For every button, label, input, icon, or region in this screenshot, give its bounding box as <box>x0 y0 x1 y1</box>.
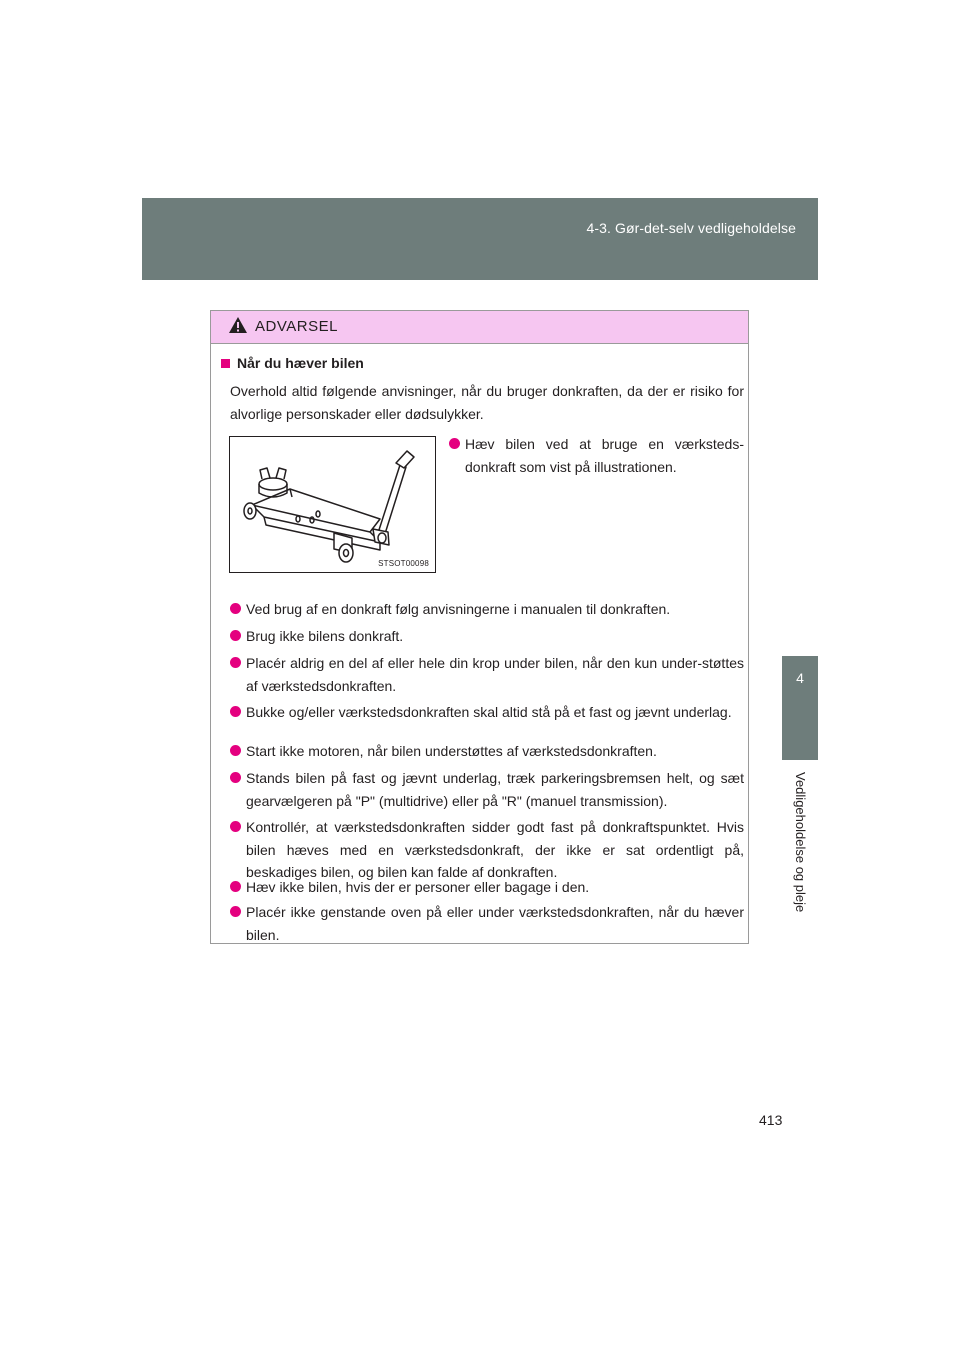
bullet-text: Bukke og/eller værkstedsdonkraften skal altid stå på et fast og jævnt underlag. <box>246 704 732 720</box>
warning-header <box>211 311 748 344</box>
bullet-text: Stands bilen på fast og jævnt underlag, træk parkeringsbremsen helt, og sæt gearvælgeren på "P" (multidrive) eller på "R" (manuel transmission). <box>246 770 744 809</box>
bullet-item <box>230 876 744 899</box>
bullet-text: Ved brug af en donkraft følg anvisningerne i manualen til donkraften. <box>246 601 671 617</box>
bullet-dot-icon <box>230 630 241 641</box>
section-header-title: 4-3. Gør-det-selv vedligeholdelse <box>586 220 796 236</box>
bullet-dot-icon <box>449 438 460 449</box>
bullet-item <box>230 740 744 763</box>
bullet-item <box>230 901 744 946</box>
warning-intro: Overhold altid følgende anvisninger, når du bruger donkraften, da der er risiko for alvorlige personskader eller dødsulykker. <box>230 383 744 422</box>
bullet-dot-icon <box>230 881 241 892</box>
bullet-dot-icon <box>230 657 241 668</box>
warning-box <box>210 310 749 944</box>
bullet-item <box>230 652 744 697</box>
bullet-item <box>230 767 744 812</box>
bullet-item <box>230 701 744 724</box>
bullet-item <box>230 598 744 621</box>
bullet-text: Brug ikke bilens donkraft. <box>246 628 404 644</box>
bullet-dot-icon <box>230 821 241 832</box>
bullet-text: Placér aldrig en del af eller hele din krop under bilen, når den kun under-støttes af værkstedsdonkraften. <box>246 655 744 694</box>
warning-title: ADVARSEL <box>255 318 338 335</box>
chapter-tab <box>782 656 818 760</box>
bullet-dot-icon <box>230 745 241 756</box>
floor-jack-drawing <box>230 437 435 572</box>
chapter-number: 4 <box>796 670 804 686</box>
bullet-text: Hæv bilen ved at bruge en værksteds-donkraft som vist på illustrationen. <box>465 436 744 475</box>
chapter-side-label: Vedligeholdelse og pleje <box>793 772 808 913</box>
header-band <box>142 198 818 280</box>
warning-triangle-icon <box>228 316 248 334</box>
bullet-dot-icon <box>230 603 241 614</box>
floor-jack-illustration <box>229 436 436 573</box>
warning-section-heading <box>221 355 364 371</box>
page-number: 413 <box>759 1112 783 1128</box>
bullet-beside-image <box>449 433 744 478</box>
bullet-text: Placér ikke genstande oven på eller under værkstedsdonkraften, når du hæver bilen. <box>246 904 744 943</box>
bullet-dot-icon <box>230 706 241 717</box>
bullet-item <box>230 816 744 884</box>
bullet-dot-icon <box>230 906 241 917</box>
bullet-text: Kontrollér, at værkstedsdonkraften sidder godt fast på donkraftspunktet. Hvis bilen hæves med en værkstedsdonkraft, der ikke er sat ordentligt på, beskadiges bilen, og bilen kan falde af donkraften. <box>246 819 744 880</box>
bullet-item <box>230 625 744 648</box>
bullet-dot-icon <box>230 772 241 783</box>
bullet-text: Start ikke motoren, når bilen understøttes af værkstedsdonkraften. <box>246 743 657 759</box>
warning-section-title: Når du hæver bilen <box>237 355 364 371</box>
illustration-code: STSOT00098 <box>378 559 429 568</box>
square-bullet-icon <box>221 359 230 368</box>
bullet-text: Hæv ikke bilen, hvis der er personer eller bagage i den. <box>246 879 590 895</box>
